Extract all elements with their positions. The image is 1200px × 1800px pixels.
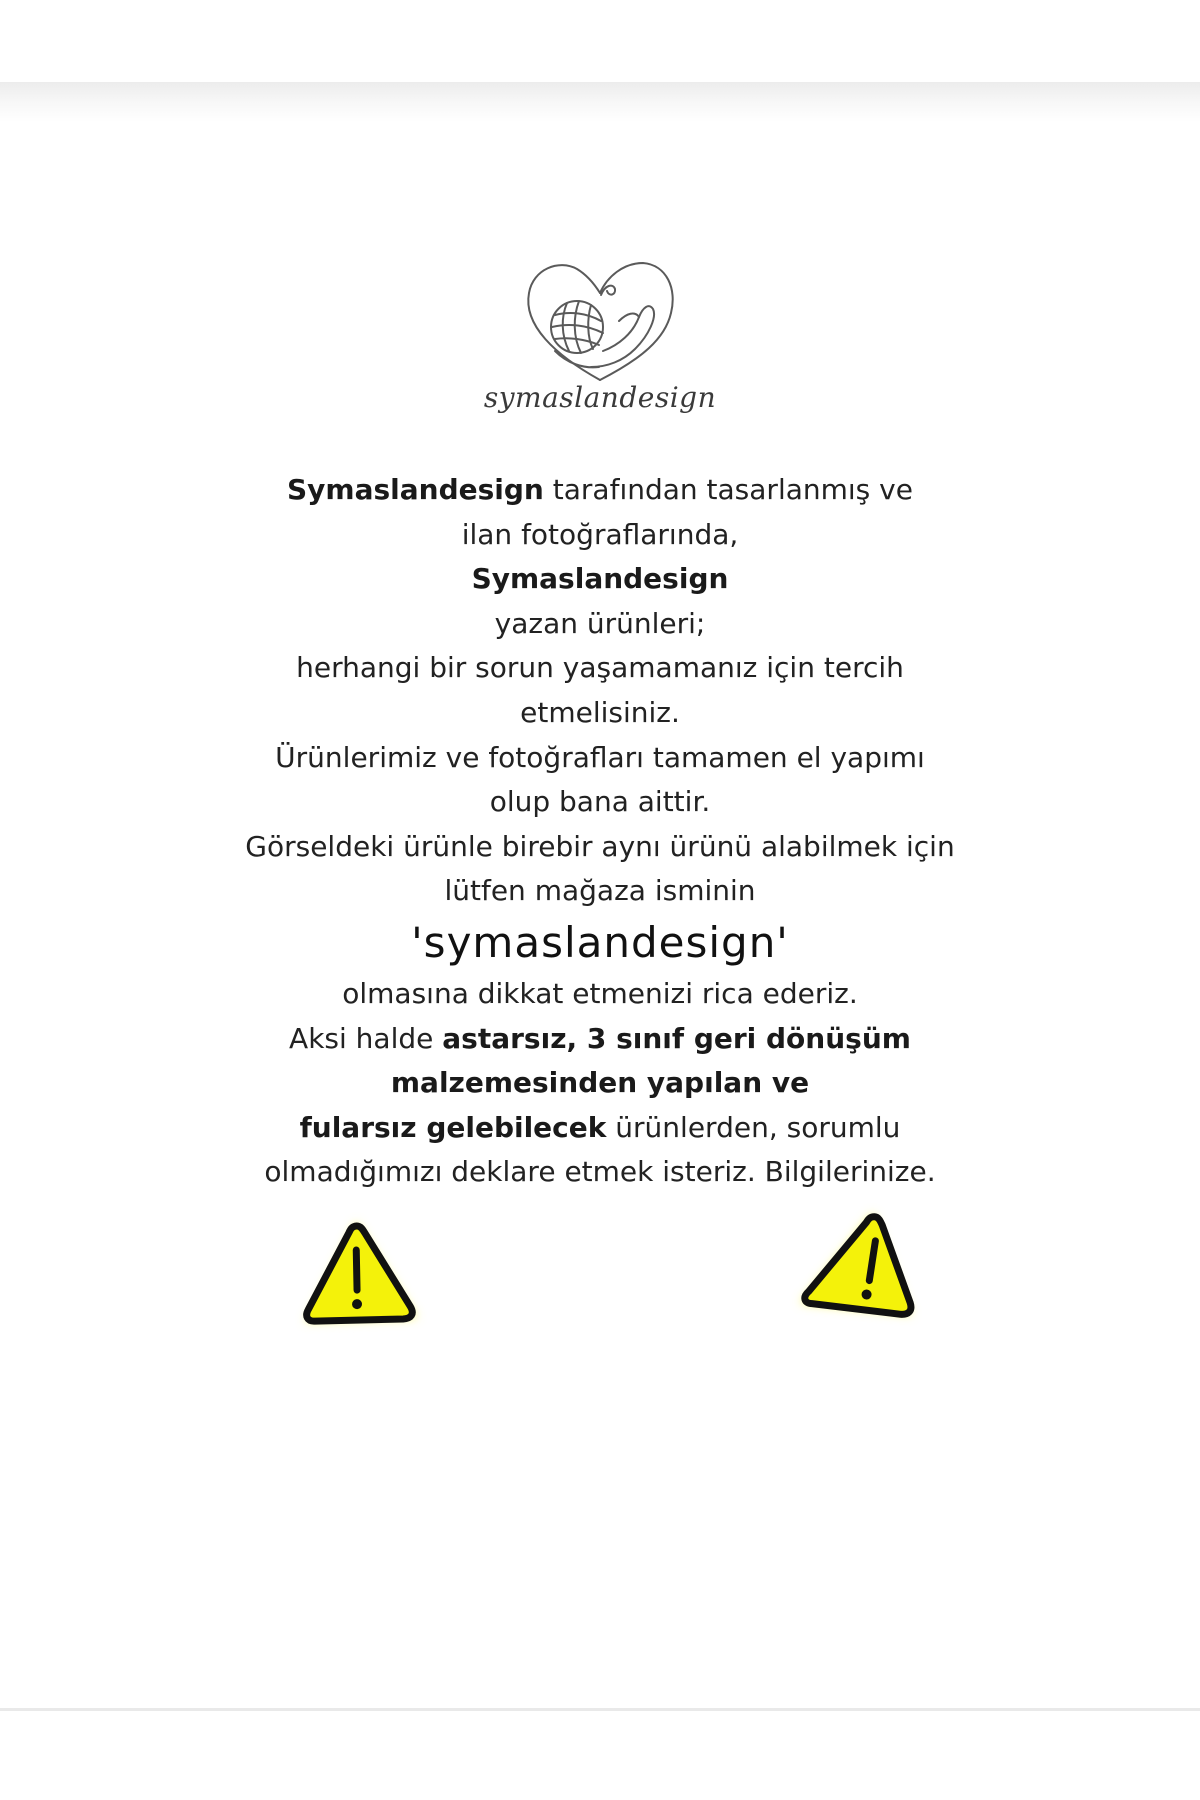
notice-line: Görseldeki ürünle birebir aynı ürünü alabilmek için [245, 829, 955, 863]
warning-icon [787, 1199, 930, 1336]
notice-line: olmadığımızı deklare etmek isteriz. Bilgilerinize. [264, 1155, 936, 1189]
notice-line: ilan fotoğraflarında, [461, 517, 739, 551]
logo-wordmark: symaslandesign [483, 381, 717, 414]
notice-text-block [200, 468, 1000, 1195]
notice-line: olmasına dikkat etmenizi rica ederiz. [342, 976, 858, 1010]
brand-logo [470, 255, 730, 435]
notice-line: etmelisiniz. [520, 695, 680, 729]
brand-name-bold: Symaslandesign [471, 562, 729, 596]
store-name: 'symaslandesign' [411, 917, 789, 967]
bottom-divider [0, 1708, 1200, 1711]
notice-line: Symaslandesign tarafından tasarlanmış ve [287, 473, 913, 506]
notice-line: Ürünlerimiz ve fotoğrafları tamamen el yapımı [275, 740, 925, 774]
warning-bold-text: fularsız gelebilecek [299, 1110, 607, 1144]
notice-line: lütfen mağaza isminin [444, 874, 756, 908]
notice-line: herhangi bir sorun yaşamamanız için tercih [296, 651, 904, 685]
notice-line [200, 557, 1000, 602]
top-shade-bar [0, 82, 1200, 122]
warning-bold-text: astarsız, 3 sınıf geri dönüşüm [442, 1021, 911, 1055]
notice-line: fularsız gelebilecek ürünlerden, sorumlu [299, 1110, 901, 1144]
warning-icon [286, 1205, 431, 1344]
notice-line: yazan ürünleri; [494, 606, 706, 640]
notice-line: olup bana aittir. [489, 785, 711, 819]
warning-bold-text: malzemesinden yapılan ve [390, 1066, 810, 1100]
brand-name-bold: Symaslandesign [287, 473, 544, 506]
notice-line [200, 1061, 1000, 1106]
notice-line: Aksi halde astarsız, 3 sınıf geri dönüşüm [289, 1021, 911, 1055]
heart-yarn-hands-icon [515, 255, 685, 385]
